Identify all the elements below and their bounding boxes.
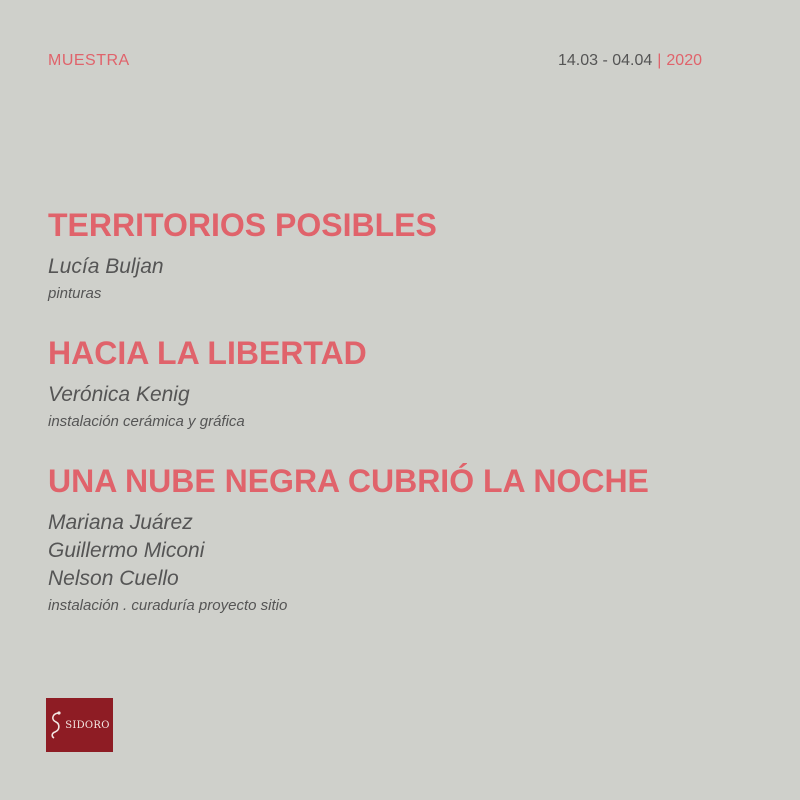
- artist-name: Nelson Cuello: [48, 567, 179, 590]
- logo-text: SIDORO: [65, 719, 110, 731]
- exhibit-artists: [48, 253, 768, 281]
- artist-name: Verónica Kenig: [48, 383, 190, 406]
- exhibit-1: [48, 205, 768, 305]
- exhibit-title: HACIA LA LIBERTAD: [48, 335, 367, 371]
- exhibit-list: [48, 205, 768, 645]
- header-label: MUESTRA: [48, 52, 130, 69]
- artist-name: Guillermo Miconi: [48, 539, 205, 562]
- isidoro-logo-icon: [49, 710, 63, 740]
- exhibit-title: UNA NUBE NEGRA CUBRIÓ LA NOCHE: [48, 463, 649, 499]
- header-year: 2020: [666, 52, 702, 69]
- artist-name: Mariana Juárez: [48, 511, 193, 534]
- isidoro-logo: [46, 698, 113, 752]
- header-dates: 14.03 - 04.04: [557, 52, 653, 69]
- header-dates-block: [558, 52, 702, 70]
- exhibit-title: TERRITORIOS POSIBLES: [48, 207, 437, 243]
- exhibit-medium: instalación . curaduría proyecto sitio: [48, 597, 288, 614]
- exhibit-3: [48, 461, 768, 617]
- header-separator: |: [657, 52, 662, 69]
- exhibit-artists: [48, 381, 768, 409]
- exhibit-artists: [48, 509, 768, 593]
- exhibit-medium: instalación cerámica y gráfica: [48, 413, 245, 430]
- exhibit-2: [48, 333, 768, 433]
- exhibit-medium: pinturas: [48, 285, 102, 302]
- artist-name: Lucía Buljan: [48, 255, 164, 278]
